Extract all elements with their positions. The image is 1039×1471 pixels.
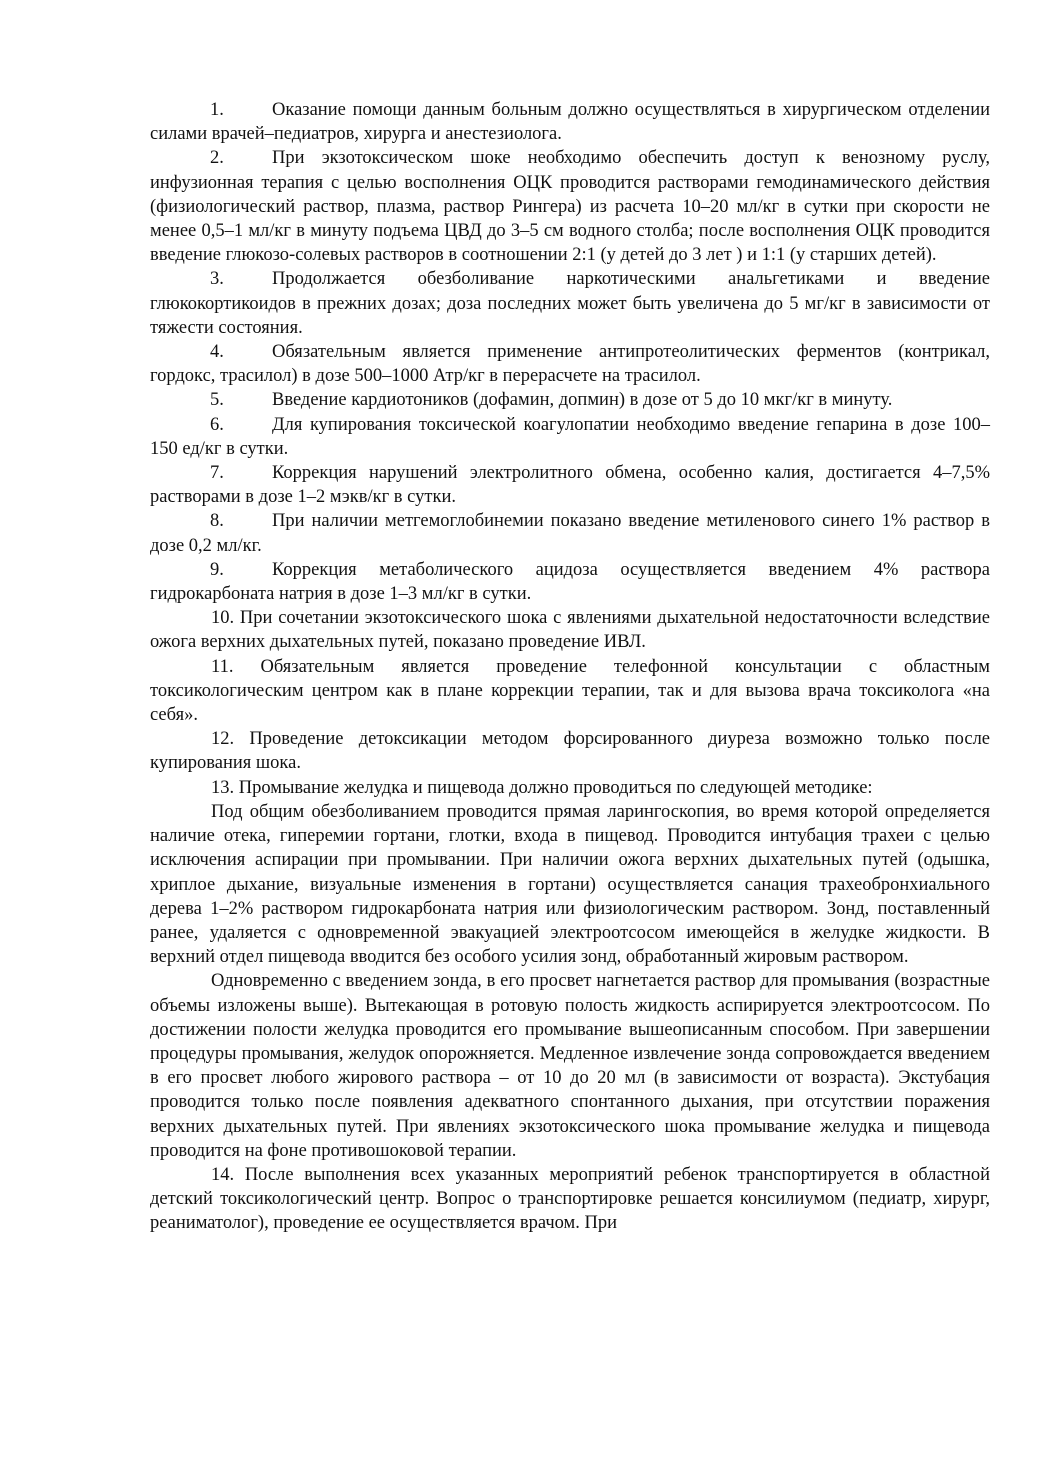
list-item [150,558,990,606]
list-item [150,461,990,509]
item-number: 2. [210,148,224,169]
item-number: 14. [211,1164,235,1185]
item-text: Оказание помощи данным больным должно осуществляться в хирургическом отделении силами врачей–педиатров, хирурга и анестезиолога. [150,100,990,145]
list-item [150,98,990,146]
list-item [150,413,990,461]
list-item [150,388,990,412]
item-number: 1. [210,100,224,120]
item-text: Введение кардиотоников (дофамин, допмин) в дозе от 5 до 10 мкг/кг в минуту. [272,390,893,411]
item-text: При экзотоксическом шоке необходимо обеспечить доступ к венозному руслу, инфузионная терапия с целью восполнения ОЦК проводится растворами гемодинамического действия (физиологический раствор, плазма, раствор Рингера) из расчета 10–20 мл/кг в сутки при скорости не менее 0,5–1 мл/кг в минуту подъема ЦВД до 3–5 см водного столба; после восполнения ОЦК проводится введение глюкозо-солевых растворов в соотношении 2:1 (у детей до 3 лет ) и 1:1 (у старших детей). [150,148,990,266]
item-number: 6. [210,414,224,435]
item-text: Коррекция метаболического ацидоза осуществляется введением 4% раствора гидрокарбоната натрия в дозе 1–3 мл/кг в сутки. [150,559,990,605]
item-number: 8. [210,511,224,532]
item-text: При сочетании экзотоксического шока с явлениями дыхательной недостаточности вследствие ожога верхних дыхательных путей, показано проведение ИВЛ. [150,608,991,653]
item-text: При наличии метгемоглобинемии показано введение метиленового синего 1% раствор в дозе 0,2 мл/кг. [150,511,990,556]
list-item [150,146,990,267]
item-number: 9. [210,559,224,580]
list-item [150,340,990,388]
item-number: 11. [211,656,234,677]
item-text: Для купирования токсической коагулопатии необходимо введение гепарина в дозе 100–150 ед/кг в сутки. [150,414,990,459]
item-number: 3. [210,269,224,290]
item-text: После выполнения всех указанных мероприятий ребенок транспортируется в областной детский токсикологический центр. Вопрос о транспортировке решается консилиумом (педиатр, хирург, реаниматолог), проведение ее осуществляется врачом. При [150,1164,991,1234]
item-text: Коррекция нарушений электролитного обмена, особенно калия, достигается 4–7,5% растворами в дозе 1–2 мэкв/кг в сутки. [150,463,990,508]
item-text: Промывание желудка и пищевода должно проводиться по следующей методике: [238,777,873,798]
item-number: 10. [211,608,235,629]
item-number: 12. [211,729,235,750]
list-item [150,655,990,728]
item-text: Продолжается обезболивание наркотическими анальгетиками и введение глюкокортикоидов в прежних дозах; доза последних может быть увеличена до 5 мг/кг в зависимости от тяжести состояния. [150,269,990,338]
item-number: 13. [211,777,235,798]
item-number: 4. [210,342,224,363]
paragraph: Одновременно с введением зонда, в его просвет нагнетается раствор для промывания (возрастные объемы изложены выше). Вытекающая в ротовую полость жидкость аспирируется электроотсосом. По достижении полости желудка проводится его промывание вышеописанным способом. При завершении процедуры промывания, желудок опорожняется. Медленное извлечение зонда сопровождается введением в его просвет любого жирового раствора – от 10 до 20 мл (в зависимости от возраста). Экстубация проводится только после появления адекватного спонтанного дыхания, при отсутствии поражения верхних дыхательных путей. При явлениях экзотоксического шока промывание желудка и пищевода проводится на фоне противошоковой терапии. [150,971,990,1161]
list-item [150,267,990,340]
list-item [150,1163,990,1236]
list-item [150,509,990,557]
item-number: 5. [210,390,224,411]
item-text: Обязательным является проведение телефонной консультации с областным токсикологическим центром как в плане коррекции терапии, так и для вызова врача токсиколога «на себя». [150,656,990,726]
item-number: 7. [210,463,224,484]
item-text: Проведение детоксикации методом форсированного диуреза возможно только после купирования шока. [150,729,991,774]
list-item [150,776,990,800]
list-item [150,606,990,654]
document-body [150,98,990,1236]
item-text: Обязательным является применение антипротеолитических ферментов (контрикал, гордокс, трасилол) в дозе 500–1000 Атр/кг в перерасчете на трасилол. [150,342,990,387]
paragraph: Под общим обезболиванием проводится прямая ларингоскопия, во время которой определяется наличие отека, гиперемии гортани, глотки, входа в пищевод. Проводится интубация трахеи с целью исключения аспирации при промывании. При наличии ожога верхних дыхательных путей (одышка, хриплое дыхание, визуальные изменения в гортани) осуществляется санация трахеобронхиального дерева 1–2% раствором гидрокарбоната натрия или физиологическим раствором. Зонд, поставленный ранее, удаляется с одновременной эвакуацией электроотсосом имеющейся в желудке жидкости. В верхний отдел пищевода вводится без особого усилия зонд, обработанный жировым раствором. [150,801,990,968]
list-item [150,727,990,775]
